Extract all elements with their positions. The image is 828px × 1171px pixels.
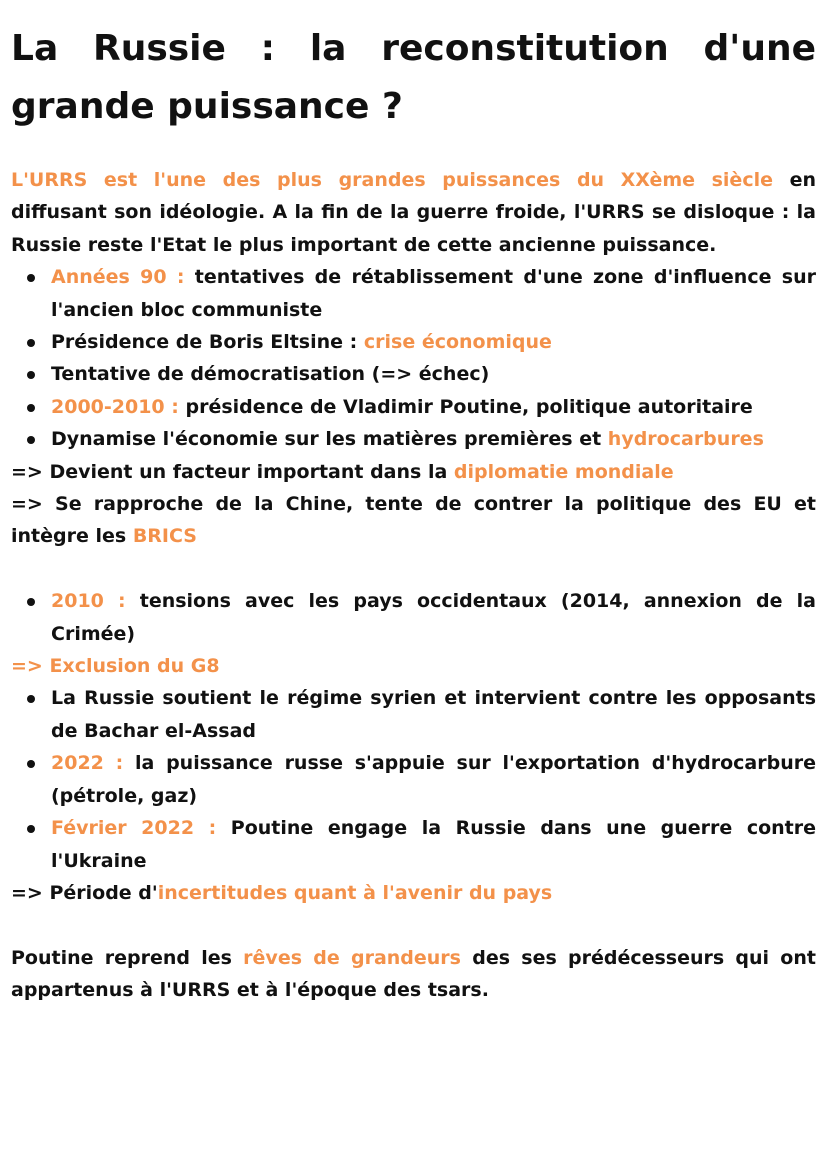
highlight: 2022 : [51,752,124,775]
text: Tentative de démocratisation (=> échec) [51,363,490,386]
text: tensions avec les pays occidentaux (2014, annexion de la Crimée) [51,590,817,645]
document [11,20,816,1007]
list-item [51,326,816,358]
spacer [11,553,816,585]
list-item [51,391,816,423]
highlight: hydrocarbures [607,428,764,451]
text: Dynamise l'économie sur les matières premières et [51,428,608,451]
conclusion-paragraph [11,942,816,1007]
document-body [11,164,816,1007]
highlight: => Exclusion du G8 [11,655,220,678]
text: la puissance russe s'appuie sur l'exportation d'hydrocarbure (pétrole, gaz) [51,752,816,807]
highlight: rêves de grandeurs [243,946,461,969]
text: des ses prédécesseurs qui ont appartenus à l'URRS et à l'époque des tsars. [11,946,816,1002]
list-item [51,423,816,455]
spacer [11,909,816,941]
text: présidence de Vladimir Poutine, politique autoritaire [178,395,753,418]
bullet-list-2 [11,585,816,650]
list-item [51,812,816,877]
list-item [51,261,816,326]
text: Poutine reprend les [11,946,244,969]
page-title: La Russie : la reconstitution d'une grande puissance ? [11,28,816,127]
text: Poutine engage la Russie dans une guerre contre l'Ukraine [51,817,817,872]
highlight: crise économique [363,331,552,354]
text: => Période d' [11,881,158,904]
text: Présidence de Boris Eltsine : [51,331,364,354]
arrow-line [11,488,816,553]
highlight: 2010 : [51,590,126,613]
bullet-list-3 [11,682,816,876]
highlight: 2000-2010 : [51,395,179,418]
arrow-line [11,877,816,909]
text: La Russie soutient le régime syrien et intervient contre les opposants de Bachar el-Assad [51,687,816,742]
text: tentatives de rétablissement d'une zone d'influence sur l'ancien bloc communiste [51,266,816,321]
list-item [51,682,816,747]
intro-paragraph [11,164,816,261]
arrow-line [11,650,816,682]
text: => Se rapproche de la Chine, tente de contrer la politique des EU et intègre les [11,493,816,548]
highlight: Février 2022 : [51,817,217,840]
bullet-list-1 [11,261,816,455]
list-item [51,747,816,812]
highlight: BRICS [132,525,197,548]
text: => Devient un facteur important dans la [11,460,454,483]
list-item [51,585,816,650]
arrow-line [11,456,816,488]
list-item [51,358,816,390]
highlight: diplomatie mondiale [453,460,674,483]
highlight: L'URRS est l'une des plus grandes puissances du XXème siècle [11,169,773,191]
highlight: Années 90 : [51,266,185,289]
text: en diffusant son idéologie. A la fin de la guerre froide, l'URRS se disloque : la Russie reste l'Etat le plus important de cette ancienne puissance. [11,169,816,256]
highlight: incertitudes quant à l'avenir du pays [157,881,553,904]
